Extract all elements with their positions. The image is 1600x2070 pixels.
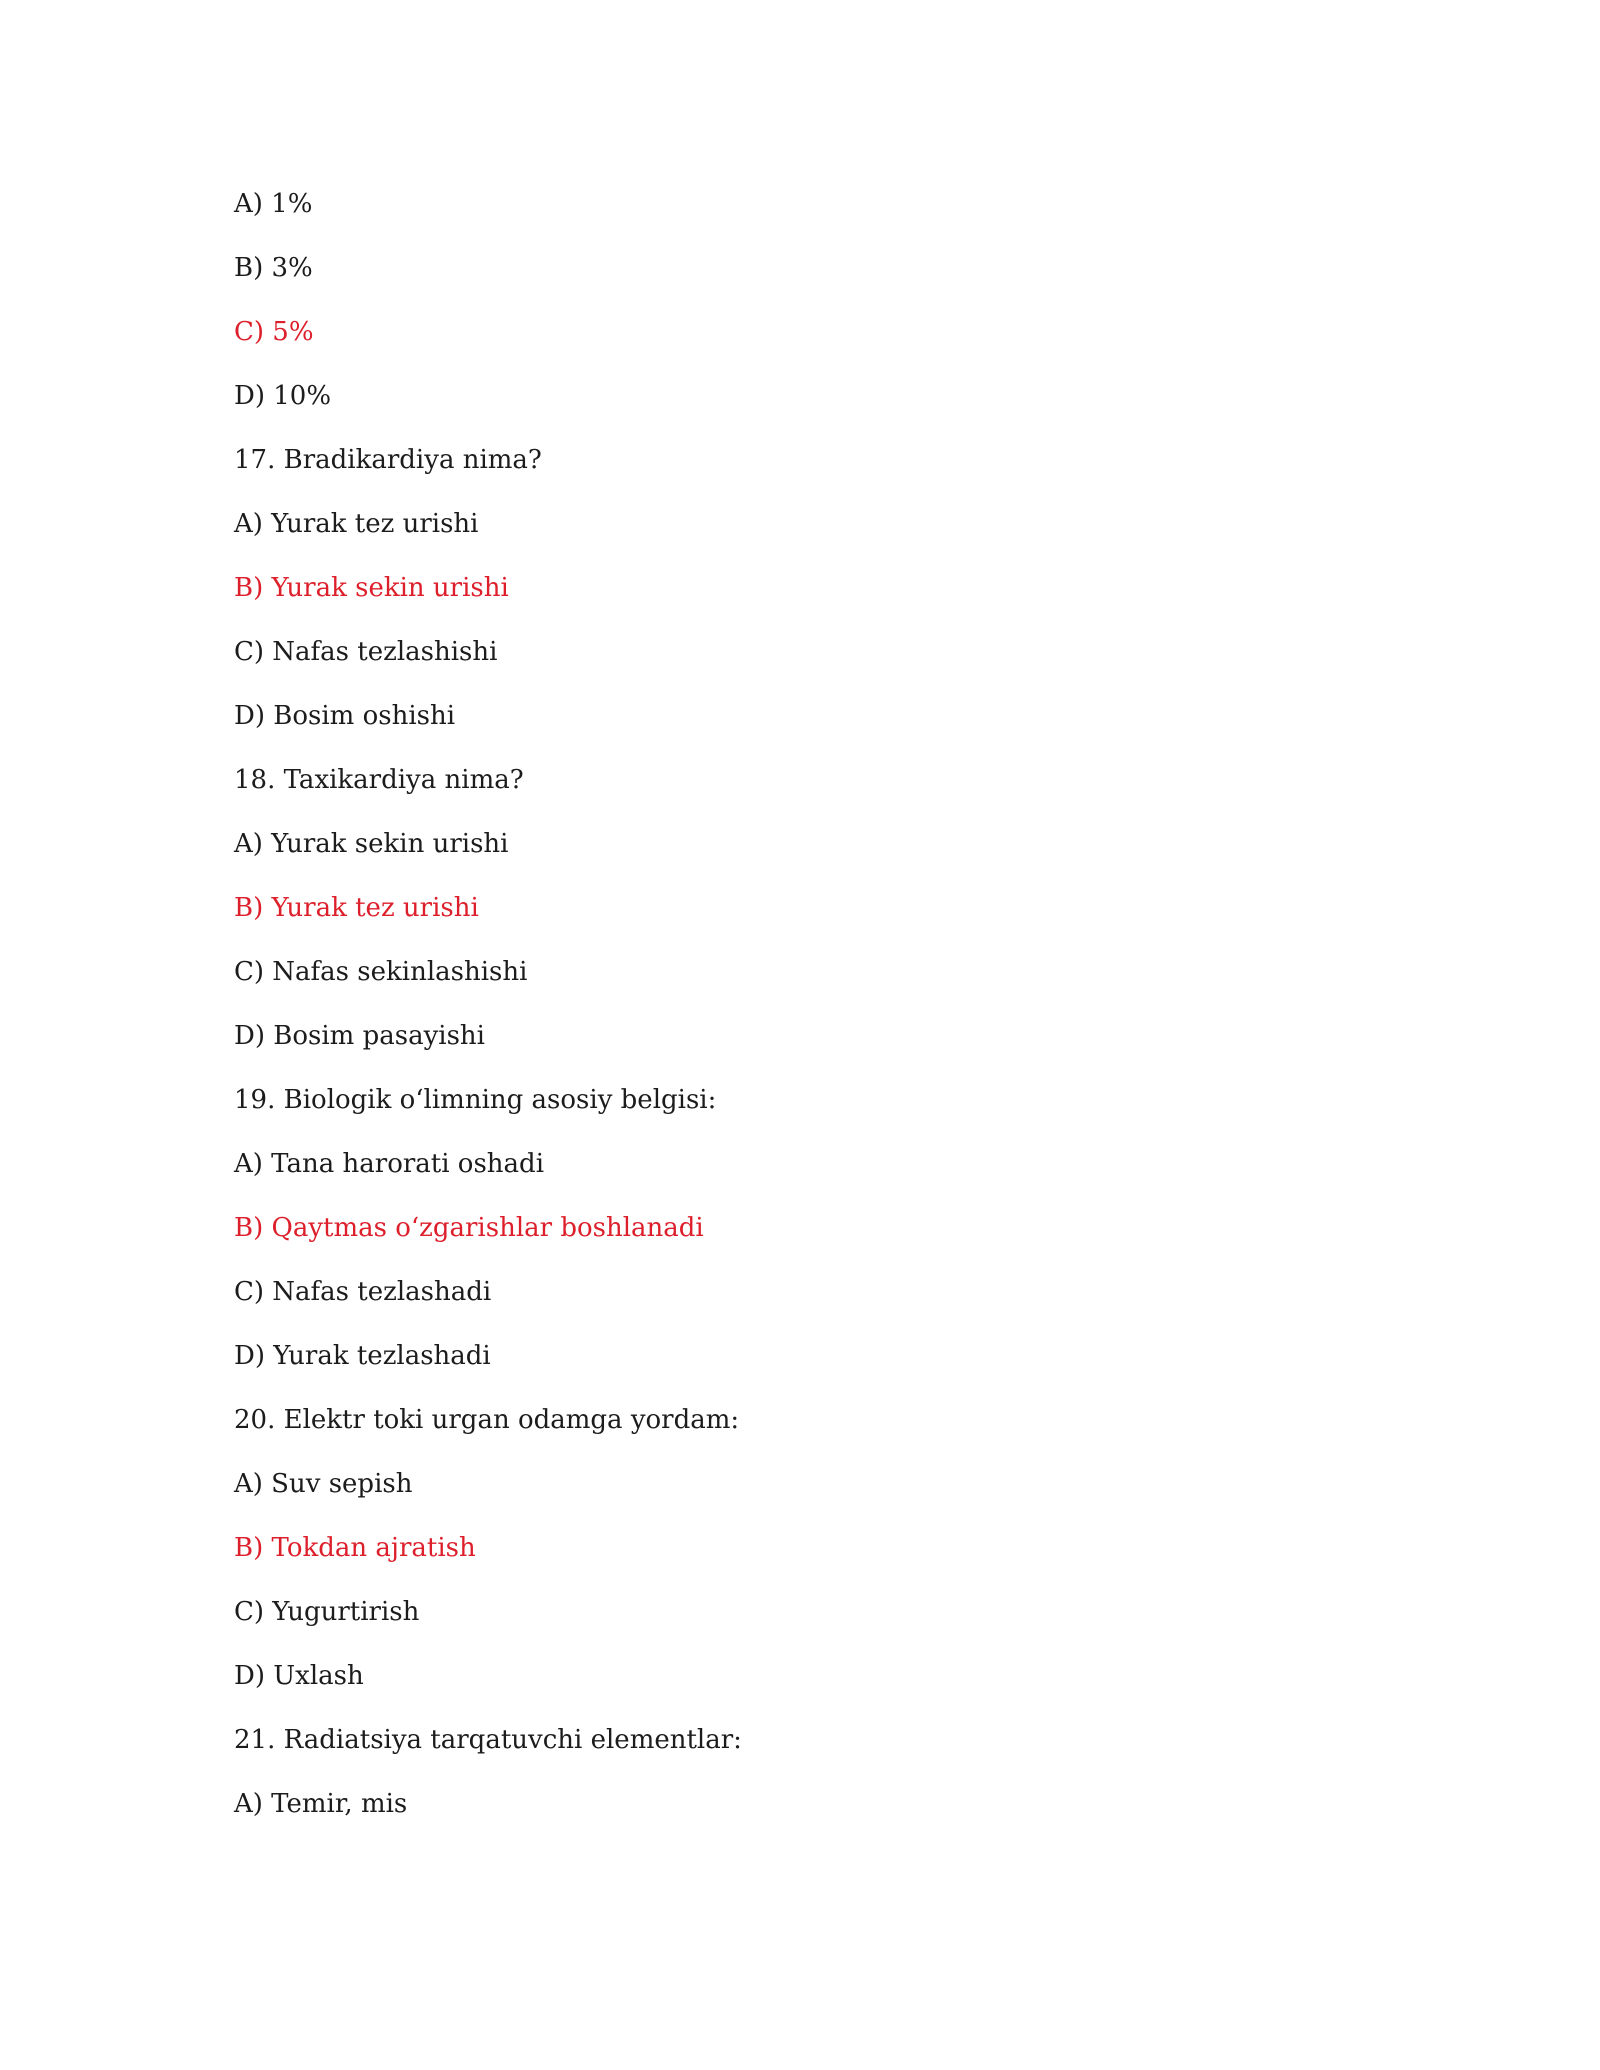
answer-option-b: B) 3% xyxy=(234,253,313,283)
answer-option-a: A) Tana harorati oshadi xyxy=(234,1149,545,1179)
answer-option-c: C) Yugurtirish xyxy=(234,1597,420,1627)
answer-option-c: C) 5% xyxy=(234,317,314,347)
answer-option-d: D) Bosim oshishi xyxy=(234,701,456,731)
question-17: 17. Bradikardiya nima? xyxy=(234,445,542,475)
answer-option-c: C) Nafas sekinlashishi xyxy=(234,957,528,987)
question-19: 19. Biologik o‘limning asosiy belgisi: xyxy=(234,1085,717,1115)
answer-option-d: D) 10% xyxy=(234,381,332,411)
question-18: 18. Taxikardiya nima? xyxy=(234,765,524,795)
answer-option-b: B) Yurak tez urishi xyxy=(234,893,479,923)
answer-option-d: D) Uxlash xyxy=(234,1661,364,1691)
question-21: 21. Radiatsiya tarqatuvchi elementlar: xyxy=(234,1725,742,1755)
answer-option-b: B) Yurak sekin urishi xyxy=(234,573,509,603)
question-20: 20. Elektr toki urgan odamga yordam: xyxy=(234,1405,740,1435)
quiz-content xyxy=(234,176,1434,1840)
answer-option-a: A) Temir, mis xyxy=(234,1789,408,1819)
answer-option-d: D) Yurak tezlashadi xyxy=(234,1341,491,1371)
answer-option-a: A) 1% xyxy=(234,189,313,219)
answer-option-a: A) Yurak tez urishi xyxy=(234,509,479,539)
answer-option-b: B) Qaytmas o‘zgarishlar boshlanadi xyxy=(234,1213,704,1243)
answer-option-b: B) Tokdan ajratish xyxy=(234,1533,476,1563)
answer-option-a: A) Suv sepish xyxy=(234,1469,413,1499)
answer-option-c: C) Nafas tezlashadi xyxy=(234,1277,492,1307)
answer-option-a: A) Yurak sekin urishi xyxy=(234,829,509,859)
answer-option-c: C) Nafas tezlashishi xyxy=(234,637,498,667)
answer-option-d: D) Bosim pasayishi xyxy=(234,1021,485,1051)
